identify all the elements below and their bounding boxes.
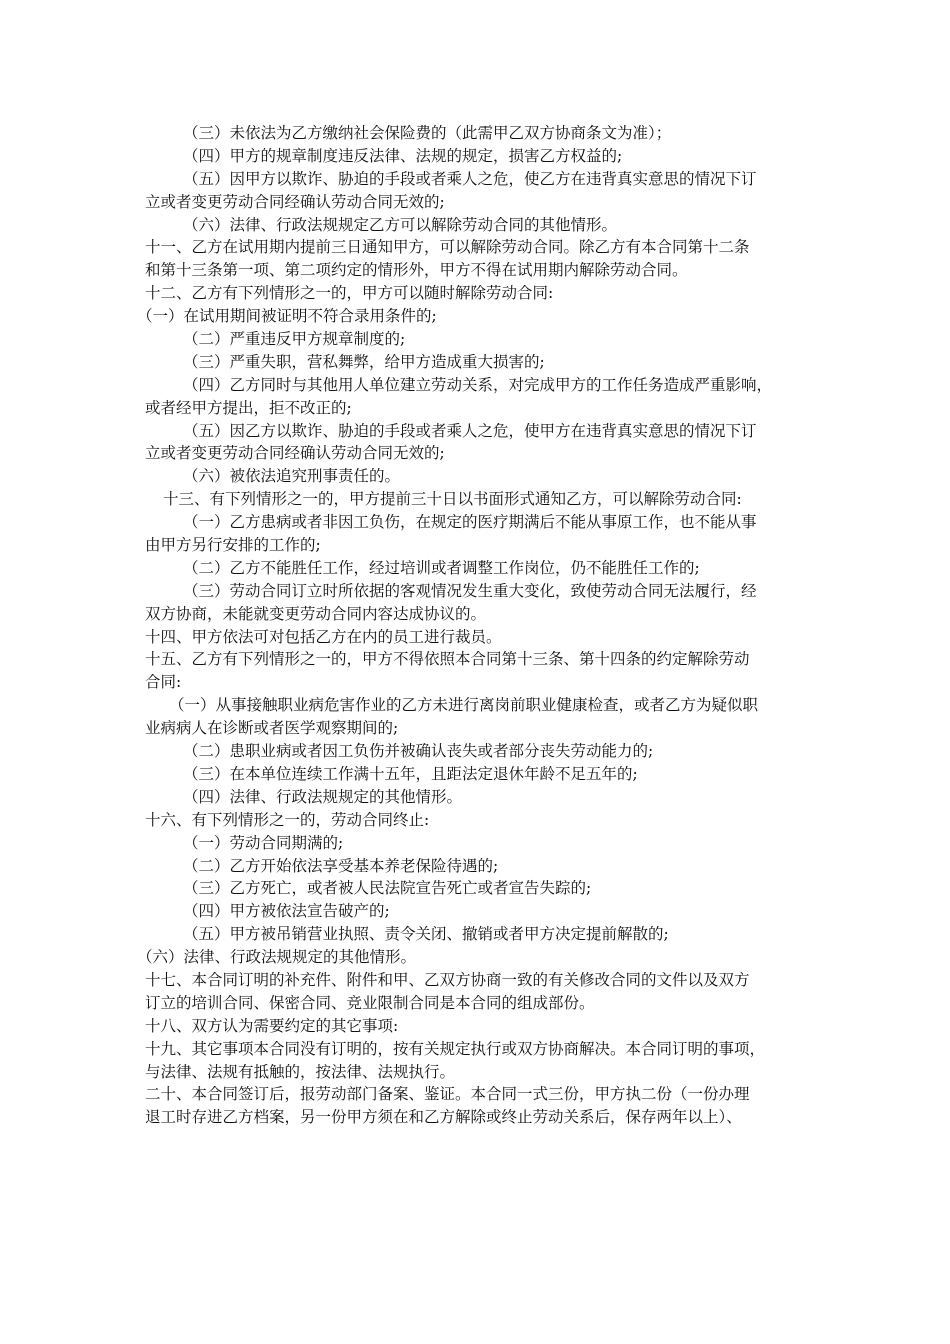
contract-text bbox=[137, 122, 805, 1129]
text-line: 或者经甲方提出，拒不改正的; bbox=[145, 398, 352, 417]
text-line: （五）因甲方以欺诈、胁迫的手段或者乘人之危，使乙方在违背真实意思的情况下订 bbox=[183, 169, 757, 188]
text-line: 订立的培训合同、保密合同、竞业限制合同是本合同的组成部份。 bbox=[145, 993, 595, 1012]
text-line: （三）在本单位连续工作满十五年，且距法定退休年龄不足五年的; bbox=[183, 764, 638, 783]
text-line: 与法律、法规有抵触的，按法律、法规执行。 bbox=[145, 1062, 456, 1081]
text-line: （五）因乙方以欺诈、胁迫的手段或者乘人之危，使甲方在违背真实意思的情况下订 bbox=[183, 421, 757, 440]
text-line: 双方协商，未能就变更劳动合同内容达成协议的。 bbox=[145, 604, 487, 623]
text-line: 十三、有下列情形之一的，甲方提前三十日以书面形式通知乙方，可以解除劳动合同: bbox=[163, 490, 742, 509]
text-line: 和第十三条第一项、第二项约定的情形外，甲方不得在试用期内解除劳动合同。 bbox=[145, 261, 688, 280]
text-line: 二十、本合同签订后，报劳动部门备案、鉴证。本合同一式三份，甲方执二份（一份办理 bbox=[145, 1085, 750, 1104]
text-line: （一）在试用期间被证明不符合录用条件的; bbox=[137, 307, 437, 326]
text-line: （四）法律、行政法规规定的其他情形。 bbox=[183, 787, 463, 806]
text-line: （三）劳动合同订立时所依据的客观情况发生重大变化，致使劳动合同无法履行，经 bbox=[183, 581, 757, 600]
text-line: 十六、有下列情形之一的，劳动合同终止: bbox=[145, 810, 430, 829]
text-line: （二）严重违反甲方规章制度的; bbox=[183, 330, 406, 349]
text-line: （四）甲方的规章制度违反法律、法规的规定，损害乙方权益的; bbox=[183, 146, 623, 165]
text-line: （五）甲方被吊销营业执照、责令关闭、撤销或者甲方决定提前解散的; bbox=[183, 925, 669, 944]
text-line: 十一、乙方在试用期内提前三日通知甲方，可以解除劳动合同。除乙方有本合同第十二条 bbox=[145, 238, 750, 257]
text-line: （六）被依法追究刑事责任的。 bbox=[183, 467, 401, 486]
text-line: （一）劳动合同期满的; bbox=[183, 833, 344, 852]
text-line: 十八、双方认为需要约定的其它事项: bbox=[145, 1016, 399, 1035]
text-line: 立或者变更劳动合同经确认劳动合同无效的; bbox=[145, 444, 445, 463]
text-line: 合同: bbox=[145, 673, 182, 692]
text-line: 业病病人在诊断或者医学观察期间的; bbox=[145, 719, 399, 738]
text-line: （二）乙方不能胜任工作，经过培训或者调整工作岗位，仍不能胜任工作的; bbox=[183, 558, 700, 577]
text-line: （三）乙方死亡，或者被人民法院宣告死亡或者宣告失踪的; bbox=[183, 879, 592, 898]
text-line: （二）患职业病或者因工负伤并被确认丧失或者部分丧失劳动能力的; bbox=[183, 742, 654, 761]
text-line: 退工时存进乙方档案，另一份甲方须在和乙方解除或终止劳动关系后，保存两年以上）、 bbox=[145, 1108, 742, 1127]
text-line: （六）法律、行政法规规定乙方可以解除劳动合同的其他情形。 bbox=[183, 215, 618, 234]
text-line: （四）乙方同时与其他用人单位建立劳动关系，对完成甲方的工作任务造成严重影响， bbox=[183, 375, 773, 394]
text-line: （一）乙方患病或者非因工负伤，在规定的医疗期满后不能从事原工作，也不能从事 bbox=[183, 513, 757, 532]
text-line: （六）法律、行政法规规定的其他情形。 bbox=[137, 948, 417, 967]
text-line: 十四、甲方依法可对包括乙方在内的员工进行裁员。 bbox=[145, 627, 502, 646]
text-line: 十九、其它事项本合同没有订明的，按有关规定执行或双方协商解决。本合同订明的事项， bbox=[145, 1039, 766, 1058]
text-line: （四）甲方被依法宣告破产的; bbox=[183, 902, 390, 921]
text-line: 立或者变更劳动合同经确认劳动合同无效的; bbox=[145, 192, 445, 211]
text-line: （三）未依法为乙方缴纳社会保险费的（此需甲乙双方协商条文为准）； bbox=[183, 124, 672, 142]
text-line: （二）乙方开始依法享受基本养老保险待遇的; bbox=[183, 856, 499, 875]
text-line: （一）从事接触职业病危害作业的乙方未进行离岗前职业健康检查，或者乙方为疑似职 bbox=[169, 696, 759, 715]
text-line: 十二、乙方有下列情形之一的，甲方可以随时解除劳动合同: bbox=[145, 284, 554, 303]
text-line: 由甲方另行安排的工作的; bbox=[145, 536, 321, 555]
text-line: 十五、乙方有下列情形之一的，甲方不得依照本合同第十三条、第十四条的约定解除劳动 bbox=[145, 650, 750, 669]
text-line: 十七、本合同订明的补充件、附件和甲、乙双方协商一致的有关修改合同的文件以及双方 bbox=[145, 970, 750, 989]
text-line: （三）严重失职，营私舞弊，给甲方造成重大损害的; bbox=[183, 352, 545, 371]
